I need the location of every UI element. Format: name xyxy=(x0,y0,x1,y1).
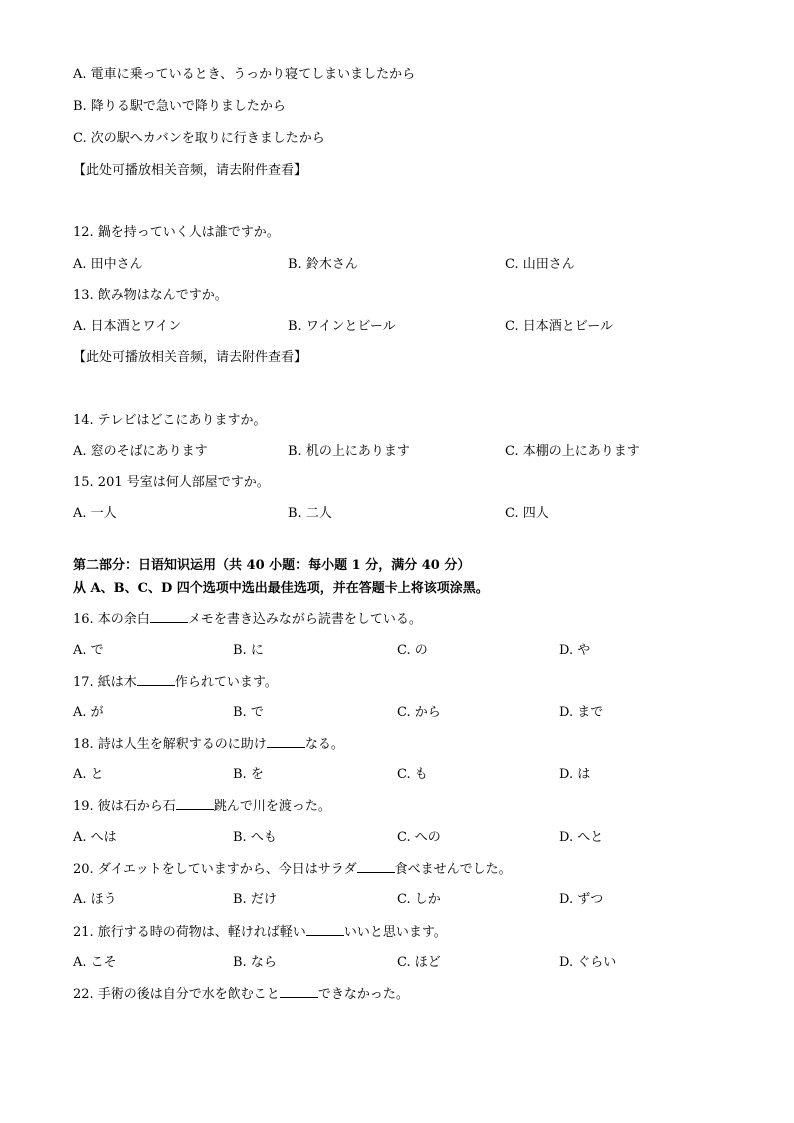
q14-option-b: B. 机の上にあります xyxy=(288,444,410,459)
q18-option-a: A. と xyxy=(73,767,104,782)
q12-option-b: B. 鈴木さん xyxy=(288,257,358,272)
answer-blank xyxy=(150,610,188,623)
q16-option-b: B. に xyxy=(233,643,264,658)
question-20: 20. ダイエットをしていますから、今日はサラダ 食べませんでした。 xyxy=(73,862,512,877)
q18-option-c: C. も xyxy=(397,767,428,782)
answer-blank xyxy=(137,673,175,686)
section-instruction: 从 A、B、C、D 四个选项中选出最佳选项，并在答题卡上将该项涂黑。 xyxy=(73,581,489,596)
q17-option-b: B. で xyxy=(233,705,264,720)
question-12: 12. 鍋を持っていく人は誰ですか。 xyxy=(73,225,280,240)
question-21: 21. 旅行する時の荷物は、軽ければ軽い いいと思います。 xyxy=(73,925,447,940)
q16-option-a: A. で xyxy=(73,643,104,658)
q17-option-a: A. が xyxy=(73,705,104,720)
q13-option-c: C. 日本酒とビール xyxy=(505,319,613,334)
q11-option-c: C. 次の駅へカバンを取りに行きましたから xyxy=(73,131,325,146)
q17-option-c: C. から xyxy=(397,705,441,720)
q15-option-c: C. 四人 xyxy=(505,506,549,521)
q14-option-a: A. 窓のそばにあります xyxy=(73,444,208,459)
q21-option-d: D. ぐらい xyxy=(559,955,617,970)
q19-option-b: B. へも xyxy=(233,830,277,845)
q20-option-c: C. しか xyxy=(397,892,441,907)
answer-blank xyxy=(280,985,318,998)
q19-option-c: C. への xyxy=(397,830,441,845)
q21-option-c: C. ほど xyxy=(397,955,441,970)
audio-notice: 【此处可播放相关音频，请去附件查看】 xyxy=(73,350,308,365)
question-22: 22. 手術の後は自分で水を飲むこと できなかった。 xyxy=(73,987,409,1002)
q18-option-b: B. を xyxy=(233,767,264,782)
q14-option-c: C. 本棚の上にあります xyxy=(505,444,640,459)
q20-option-b: B. だけ xyxy=(233,892,277,907)
section-heading: 第二部分：日语知识运用（共 40 小题：每小题 1 分，满分 40 分） xyxy=(73,558,471,573)
q13-option-b: B. ワインとビール xyxy=(288,319,396,334)
answer-blank xyxy=(306,923,344,936)
q20-option-d: D. ずつ xyxy=(559,892,604,907)
question-19: 19. 彼は石から石 跳んで川を渡った。 xyxy=(73,799,331,814)
q11-option-b: B. 降りる駅で急いで降りましたから xyxy=(73,99,286,114)
q12-option-c: C. 山田さん xyxy=(505,257,575,272)
q16-option-d: D. や xyxy=(559,643,591,658)
answer-blank xyxy=(176,797,214,810)
answer-blank xyxy=(267,735,305,748)
question-17: 17. 紙は木 作られています。 xyxy=(73,675,278,690)
q13-option-a: A. 日本酒とワイン xyxy=(73,319,182,334)
q21-option-b: B. なら xyxy=(233,955,277,970)
q19-option-d: D. へと xyxy=(559,830,604,845)
q12-option-a: A. 田中さん xyxy=(73,257,143,272)
q21-option-a: A. こそ xyxy=(73,955,117,970)
q19-option-a: A. へは xyxy=(73,830,117,845)
q20-option-a: A. ほう xyxy=(73,892,117,907)
q16-option-c: C. の xyxy=(397,643,428,658)
q17-option-d: D. まで xyxy=(559,705,604,720)
q15-option-b: B. 二人 xyxy=(288,506,332,521)
q18-option-d: D. は xyxy=(559,767,591,782)
question-18: 18. 詩は人生を解釈するのに助け なる。 xyxy=(73,737,344,752)
question-13: 13. 飲み物はなんですか。 xyxy=(73,288,228,303)
audio-notice: 【此处可播放相关音频，请去附件查看】 xyxy=(73,163,308,178)
q11-option-a: A. 電車に乗っているとき、うっかり寝てしまいましたから xyxy=(73,67,416,82)
question-14: 14. テレビはどこにありますか。 xyxy=(73,413,267,428)
q15-option-a: A. 一人 xyxy=(73,506,117,521)
question-15: 15. 201 号室は何人部屋ですか。 xyxy=(73,475,270,490)
question-16: 16. 本の余白 メモを書き込みながら読書をしている。 xyxy=(73,612,422,627)
answer-blank xyxy=(357,860,395,873)
